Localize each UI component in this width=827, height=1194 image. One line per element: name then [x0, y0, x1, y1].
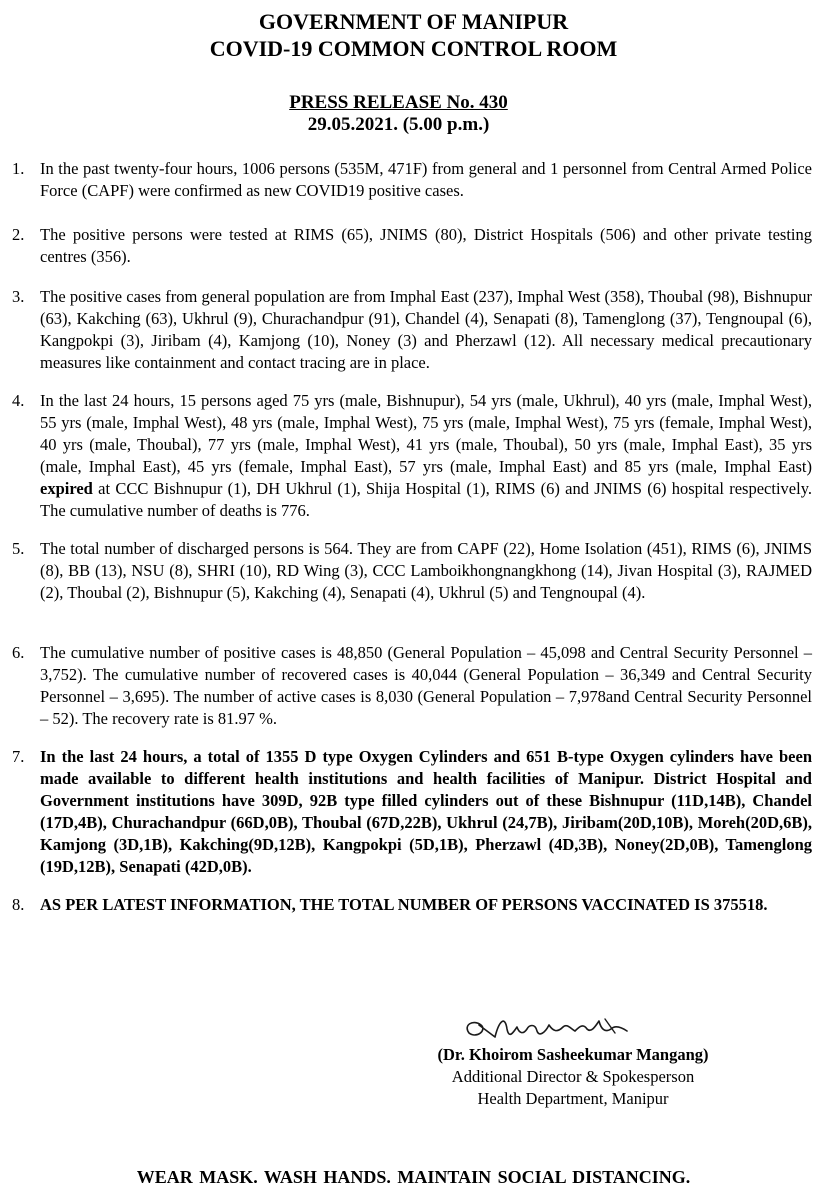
bulletin-item-5	[12, 538, 812, 604]
item-text: The cumulative number of positive cases is 48,850 (General Population – 45,098 and Central Security Personnel – 3,752). The cumulative number of recovered cases is 40,044 (General Population – 36,349 and Central Security Personnel – 3,695). The number of active cases is 8,030 (General Population – 7,978and Central Security Personnel – 52). The recovery rate is 81.97 %.	[40, 643, 812, 728]
item-number: 6.	[12, 643, 25, 662]
signatory-department: Health Department, Manipur	[477, 1089, 669, 1108]
bulletin-item-7	[12, 746, 812, 878]
item-number: 4.	[12, 391, 25, 410]
press-release-number: PRESS RELEASE No. 430	[289, 92, 508, 113]
item-text: In the past twenty-four hours, 1006 persons (535M, 471F) from general and 1 personnel from Central Armed Police Force (CAPF) were confirmed as new COVID19 positive cases.	[40, 159, 812, 200]
footer-slogan: WEAR MASK. WASH HANDS. MAINTAIN SOCIAL DISTANCING.	[136, 1167, 691, 1187]
item-text: The positive cases from general population are from Imphal East (237), Imphal West (358), Thoubal (98), Bishnupur (63), Kakching (63), Ukhrul (9), Churachandpur (91), Chandel (4), Senapati (8), Tamenglong (37), Tengnoupal (6), Kangpokpi (3), Jiribam (4), Kamjong (10), Noney (3) and Pherzawl (12). All necessary medical precautionary measures like containment and contact tracing are in place.	[40, 287, 812, 372]
item-text: AS PER LATEST INFORMATION, THE TOTAL NUMBER OF PERSONS VACCINATED IS 375518.	[40, 895, 768, 914]
item-text: The positive persons were tested at RIMS (65), JNIMS (80), District Hospitals (506) and other private testing centres (356).	[40, 225, 812, 266]
signatory-designation: Additional Director & Spokesperson	[451, 1067, 695, 1086]
signatory-name: (Dr. Khoirom Sasheekumar Mangang)	[437, 1045, 709, 1064]
item-number: 3.	[12, 287, 25, 306]
item-text: In the last 24 hours, a total of 1355 D type Oxygen Cylinders and 651 B-type Oxygen cylinders have been made available to different health institutions and health facilities of Manipur. District Hospital and Government institutions have 309D, 92B type filled cylinders out of these Bishnupur (11D,14B), Chandel (17D,4B), Churachandpur (66D,0B), Thoubal (67D,22B), Ukhrul (24,7B), Jiribam(20D,10B), Moreh(20D,6B), Kamjong (3D,1B), Kakching(9D,12B), Kangpokpi (5D,1B), Pherzawl (4D,3B), Noney(2D,0B), Tamenglong (19D,12B), Senapati (42D,0B).	[40, 747, 812, 876]
document-header	[0, 8, 827, 62]
bulletin-item-3	[12, 286, 812, 374]
bulletin-item-1	[12, 158, 812, 202]
item-number: 2.	[12, 225, 25, 244]
bulletin-item-2	[12, 224, 812, 268]
release-block	[0, 92, 797, 136]
signatory-block	[408, 1044, 738, 1110]
item-text-part: In the last 24 hours, 15 persons aged 75 yrs (male, Bishnupur), 54 yrs (male, Ukhrul), 40 yrs (male, Imphal West), 55 yrs (male, Imphal West), 48 yrs (male, Imphal West), 75 yrs (male, Imphal West), 75 yrs (female, Imphal West), 40 yrs (male, Thoubal), 77 yrs (male, Imphal West), 41 yrs (male, Thoubal), 50 yrs (male, Imphal East), 35 yrs (male, Imphal East), 45 yrs (female, Imphal East), 57 yrs (male, Imphal East) and 85 yrs (male, Imphal East)	[40, 391, 812, 476]
bulletin-item-4	[12, 390, 812, 522]
press-release-date: 29.05.2021. (5.00 p.m.)	[307, 114, 490, 135]
bulletin-item-6	[12, 642, 812, 730]
item-text	[40, 390, 812, 522]
header-control-room: COVID-19 COMMON CONTROL ROOM	[209, 36, 618, 61]
item-number: 8.	[12, 895, 25, 914]
header-government: GOVERNMENT OF MANIPUR	[258, 9, 569, 34]
item-number: 7.	[12, 747, 25, 766]
item-text: The total number of discharged persons is 564. They are from CAPF (22), Home Isolation (451), RIMS (6), JNIMS (8), BB (13), NSU (8), SHRI (10), RD Wing (3), CCC Lamboikhongnangkhong (14), Jivan Hospital (3), RAJMED (2), Thoubal (2), Bishnupur (5), Kakching (4), Senapati (4), Ukhrul (5) and Tengnoupal (4).	[40, 539, 812, 602]
item-text-emphasis: expired	[40, 479, 93, 498]
item-text-part: at CCC Bishnupur (1), DH Ukhrul (1), Shija Hospital (1), RIMS (6) and JNIMS (6) hospital respectively. The cumulative number of deaths is 776.	[40, 479, 813, 520]
bulletin-item-8	[12, 894, 812, 916]
item-number: 1.	[12, 159, 25, 178]
item-number: 5.	[12, 539, 25, 558]
